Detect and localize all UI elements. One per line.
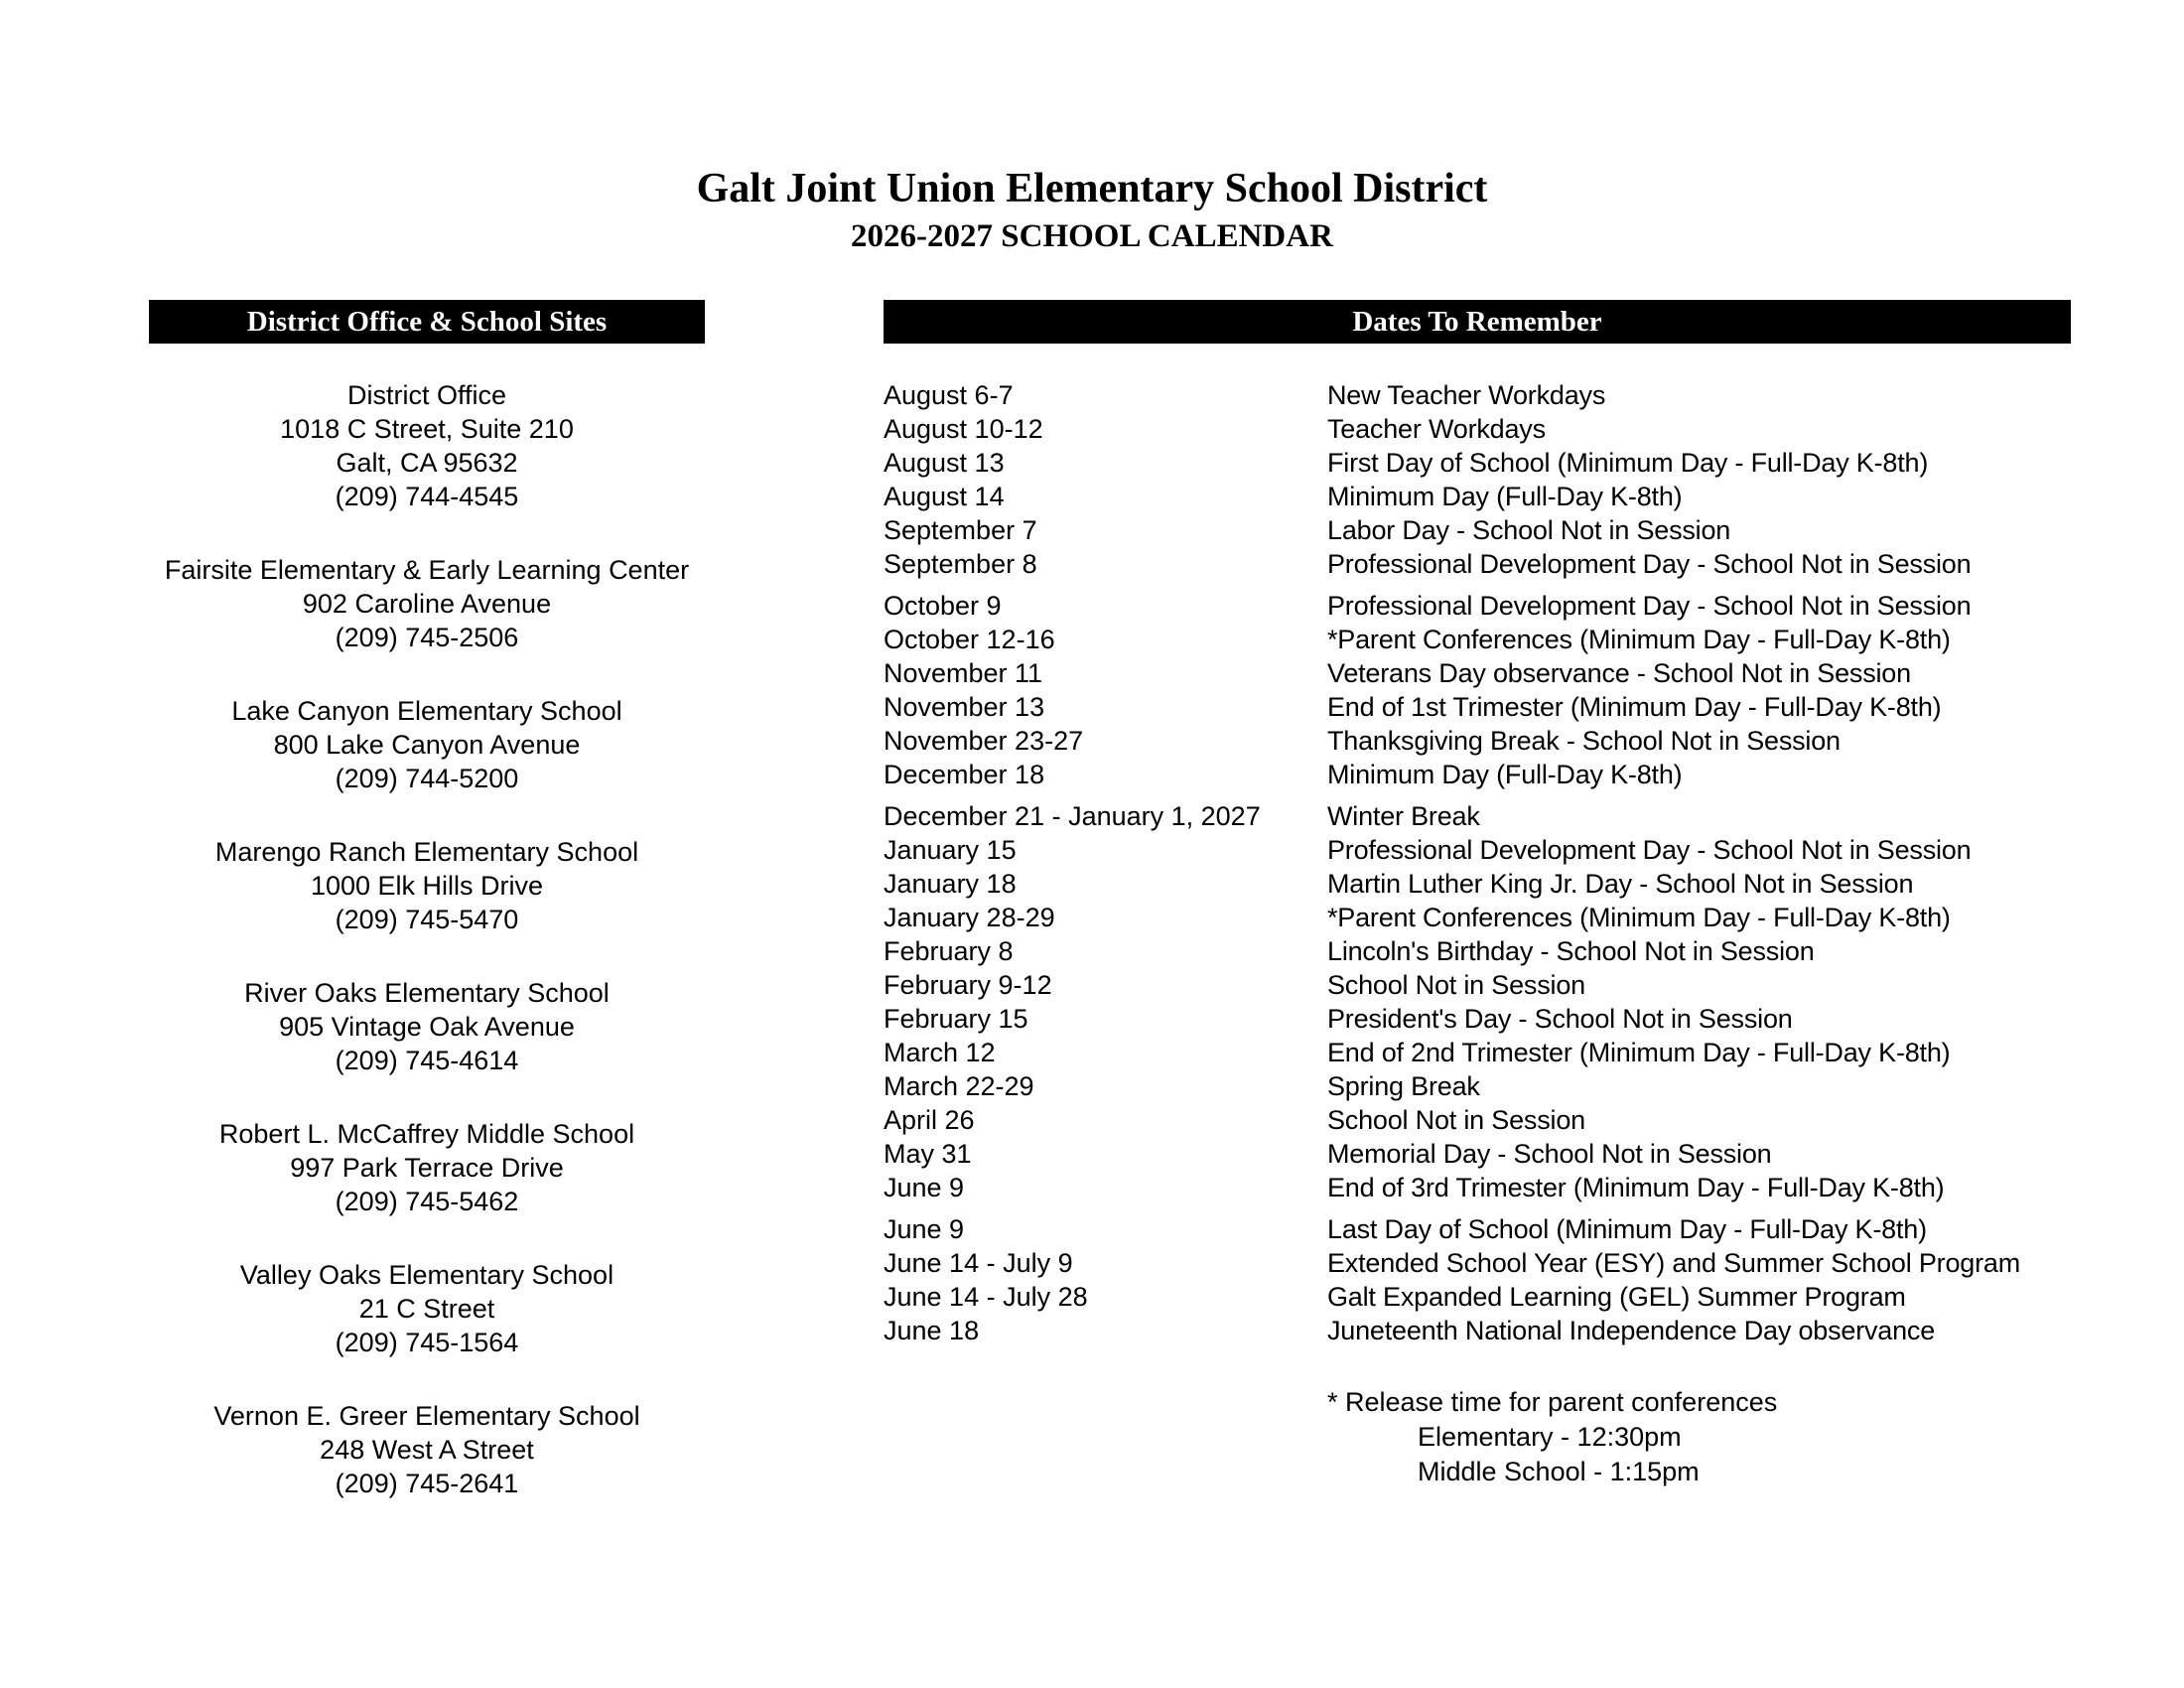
event-cell: Teacher Workdays (1327, 414, 1546, 444)
event-cell: School Not in Session (1327, 1105, 1585, 1135)
school-sites-list (149, 378, 705, 1540)
date-row (884, 513, 2174, 547)
event-cell: Veterans Day observance - School Not in Session (1327, 658, 1911, 688)
date-cell: February 9-12 (884, 970, 1052, 1000)
footnote-item: Elementary - 12:30pm (1418, 1422, 1682, 1452)
school-site-line: 905 Vintage Oak Avenue (279, 1012, 575, 1042)
date-row (884, 623, 2174, 656)
school-site-line: Lake Canyon Elementary School (231, 696, 622, 726)
date-row (884, 1103, 2174, 1137)
date-cell: June 18 (884, 1316, 980, 1345)
footnote-items (884, 1420, 2174, 1489)
date-cell: June 9 (884, 1173, 965, 1202)
event-cell: Minimum Day (Full-Day K-8th) (1327, 482, 1683, 511)
school-site-line: (209) 744-4545 (335, 482, 519, 511)
date-row (884, 589, 2174, 623)
school-site-line: 248 West A Street (320, 1435, 534, 1465)
school-site-line: 1000 Elk Hills Drive (310, 871, 544, 901)
school-site-line: District Office (346, 380, 507, 410)
event-cell: Professional Development Day - School Not in Session (1327, 549, 1972, 579)
date-cell: January 15 (884, 835, 1017, 865)
event-cell: *Parent Conferences (Minimum Day - Full-Day K-8th) (1327, 903, 1951, 932)
date-row (884, 1002, 2174, 1036)
event-cell: End of 2nd Trimester (Minimum Day - Full-Day K-8th) (1327, 1038, 1951, 1067)
date-cell: May 31 (884, 1139, 972, 1169)
date-group (884, 799, 2174, 1204)
school-site (149, 694, 705, 795)
date-row (884, 480, 2174, 513)
event-cell: President's Day - School Not in Session (1327, 1004, 1793, 1034)
school-site (149, 1399, 705, 1500)
date-cell: October 12-16 (884, 625, 1055, 654)
date-row (884, 1069, 2174, 1103)
date-cell: November 11 (884, 658, 1043, 688)
school-site-line: Galt, CA 95632 (336, 448, 518, 478)
date-row (884, 1137, 2174, 1171)
event-cell: Spring Break (1327, 1071, 1480, 1101)
date-row (884, 1036, 2174, 1069)
date-cell: January 18 (884, 869, 1017, 899)
date-cell: August 14 (884, 482, 1005, 511)
date-cell: September 7 (884, 515, 1037, 545)
event-cell: Juneteenth National Independence Day observance (1327, 1316, 1936, 1345)
date-cell: October 9 (884, 591, 1002, 621)
event-cell: Professional Development Day - School Not in Session (1327, 591, 1972, 621)
school-site (149, 378, 705, 513)
event-cell: Extended School Year (ESY) and Summer School Program (1327, 1248, 2020, 1278)
date-row (884, 1280, 2174, 1314)
event-cell: Lincoln's Birthday - School Not in Session (1327, 936, 1815, 966)
school-site (149, 976, 705, 1077)
date-cell: February 15 (884, 1004, 1028, 1034)
event-cell: Winter Break (1327, 801, 1480, 831)
calendar-subtitle: 2026-2027 SCHOOL CALENDAR (851, 218, 1333, 254)
school-site (149, 835, 705, 936)
event-cell: Professional Development Day - School Not in Session (1327, 835, 1972, 865)
school-site-line: Fairsite Elementary & Early Learning Center (164, 555, 690, 585)
event-cell: Minimum Day (Full-Day K-8th) (1327, 760, 1683, 789)
school-site-line: (209) 745-2506 (335, 623, 519, 652)
school-site-line: River Oaks Elementary School (244, 978, 610, 1008)
date-cell: November 13 (884, 692, 1045, 722)
event-cell: Memorial Day - School Not in Session (1327, 1139, 1772, 1169)
date-cell: June 9 (884, 1214, 965, 1244)
date-row (884, 724, 2174, 758)
date-cell: April 26 (884, 1105, 975, 1135)
date-row (884, 934, 2174, 968)
date-row (884, 968, 2174, 1002)
date-row (884, 446, 2174, 480)
date-row (884, 901, 2174, 934)
dates-header: Dates To Remember (884, 300, 2071, 344)
school-site-line: 902 Caroline Avenue (302, 589, 552, 619)
school-site-line: 1018 C Street, Suite 210 (280, 414, 574, 444)
event-cell: Labor Day - School Not in Session (1327, 515, 1731, 545)
event-cell: Last Day of School (Minimum Day - Full-Day K-8th) (1327, 1214, 1927, 1244)
event-cell: End of 3rd Trimester (Minimum Day - Full-Day K-8th) (1327, 1173, 1945, 1202)
school-site-line: 21 C Street (358, 1294, 495, 1324)
event-cell: School Not in Session (1327, 970, 1585, 1000)
date-row (884, 547, 2174, 581)
date-row (884, 378, 2174, 412)
school-site (149, 553, 705, 654)
district-title: Galt Joint Union Elementary School District (696, 166, 1488, 211)
school-sites-header: District Office & School Sites (149, 300, 705, 344)
date-row (884, 1171, 2174, 1204)
footnote-note: * Release time for parent conferences (1327, 1387, 1778, 1417)
school-site-line: (209) 745-4614 (335, 1046, 519, 1075)
dates-list (884, 378, 2174, 1355)
date-cell: March 12 (884, 1038, 996, 1067)
school-site-line: (209) 744-5200 (335, 764, 519, 793)
event-cell: First Day of School (Minimum Day - Full-Day K-8th) (1327, 448, 1929, 478)
date-cell: February 8 (884, 936, 1014, 966)
date-row (884, 867, 2174, 901)
school-site-line: (209) 745-1564 (335, 1328, 519, 1357)
event-cell: Martin Luther King Jr. Day - School Not in Session (1327, 869, 1914, 899)
footnote-item: Middle School - 1:15pm (1418, 1457, 1700, 1486)
date-cell: September 8 (884, 549, 1037, 579)
date-group (884, 378, 2174, 581)
date-cell: June 14 - July 9 (884, 1248, 1073, 1278)
date-row (884, 1212, 2174, 1246)
school-site-line: 997 Park Terrace Drive (290, 1153, 564, 1183)
school-site (149, 1117, 705, 1218)
date-group (884, 1212, 2174, 1347)
event-cell: End of 1st Trimester (Minimum Day - Full-Day K-8th) (1327, 692, 1942, 722)
date-row (884, 758, 2174, 791)
date-cell: June 14 - July 28 (884, 1282, 1088, 1312)
date-cell: December 18 (884, 760, 1045, 789)
parent-conference-footnote (884, 1385, 2174, 1489)
date-cell: January 28-29 (884, 903, 1055, 932)
school-site-line: Robert L. McCaffrey Middle School (218, 1119, 635, 1149)
date-row (884, 412, 2174, 446)
date-group (884, 589, 2174, 791)
school-site-line: (209) 745-5462 (335, 1187, 519, 1216)
date-cell: December 21 - January 1, 2027 (884, 801, 1261, 831)
school-site-line: 800 Lake Canyon Avenue (273, 730, 581, 760)
date-row (884, 656, 2174, 690)
school-site-line: Valley Oaks Elementary School (239, 1260, 614, 1290)
date-row (884, 833, 2174, 867)
date-row (884, 1314, 2174, 1347)
school-site-line: (209) 745-5470 (335, 905, 519, 934)
school-site-line: Vernon E. Greer Elementary School (213, 1401, 640, 1431)
date-cell: November 23-27 (884, 726, 1084, 756)
date-row (884, 690, 2174, 724)
date-cell: March 22-29 (884, 1071, 1034, 1101)
event-cell: *Parent Conferences (Minimum Day - Full-Day K-8th) (1327, 625, 1951, 654)
event-cell: Thanksgiving Break - School Not in Session (1327, 726, 1841, 756)
date-row (884, 1246, 2174, 1280)
date-cell: August 10-12 (884, 414, 1043, 444)
school-site-line: (209) 745-2641 (335, 1469, 519, 1498)
date-cell: August 13 (884, 448, 1005, 478)
school-site (149, 1258, 705, 1359)
event-cell: New Teacher Workdays (1327, 380, 1606, 410)
date-cell: August 6-7 (884, 380, 1014, 410)
school-site-line: Marengo Ranch Elementary School (214, 837, 639, 867)
event-cell: Galt Expanded Learning (GEL) Summer Program (1327, 1282, 1906, 1312)
date-row (884, 799, 2174, 833)
